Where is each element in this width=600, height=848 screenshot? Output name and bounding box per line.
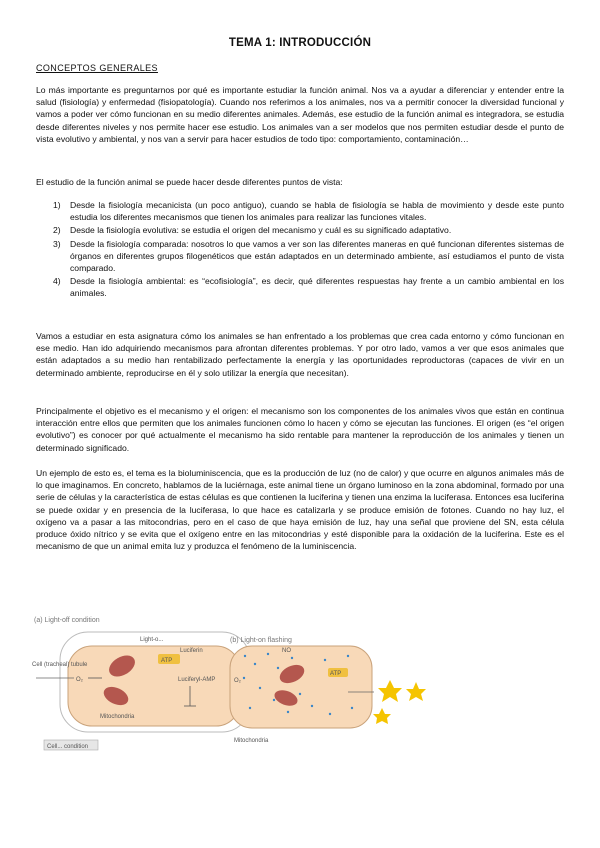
- panel-a-luciferin-label: Luciferin: [180, 648, 203, 654]
- paragraph-viewpoints-lead: El estudio de la función animal se puede hacer desde diferentes puntos de vista:: [36, 177, 343, 187]
- list-item: 4) Desde la fisiología ambiental: es “ecofisiología”, es decir, qué diferentes respuestas hay frente a un cambio ambiental en los animales.: [53, 276, 564, 299]
- panel-b-o2-label: O₂: [234, 678, 241, 684]
- panel-a-title: (a) Light-off condition: [34, 617, 100, 624]
- panel-b-mito-label: Mitochondria: [234, 738, 269, 744]
- panel-b-photocyte: [230, 646, 372, 728]
- panel-a-photocyte: [68, 646, 240, 726]
- paragraph-adaptation: Vamos a estudiar en esta asignatura cómo los animales se han enfrentado a los problemas que crea cada entorno y cómo funcionan en ese medio. Han ido adquiriendo mecanismos para afrontan diferentes problemas. Y por otro lado, vamos a ver que esos animales que están adaptados a su medio han rentabilizado perfectamente la energía y las oportunidades reproductoras (capaces de vivir en un determinado ambiente, reproducirse en él y solo utilizar la energía que necesitan).: [36, 331, 564, 378]
- list-item: 2) Desde la fisiología evolutiva: se estudia el origen del mecanismo y cuál es su significado adaptativo.: [53, 225, 452, 236]
- panel-a-caption: Cell... condition: [47, 744, 89, 750]
- panel-b-atp-label: ATP: [330, 671, 342, 677]
- bioluminescence-figure: [30, 608, 570, 768]
- panel-a-atp-label: ATP: [161, 658, 173, 664]
- paragraph-mechanism-origin: Principalmente el objetivo es el mecanismo y el origen: el mecanismo son los componentes de los animales vivos que están en continua interacción entre ellos que permiten que los animales funcionen cómo lo hacen y cómo se ejecutan las funciones. El origen (es “el origen evolutivo”) es conocer por qué actualmente el mecanismo ha sido rentable para mantener la reproducción de los animales y tienen un determinado significado.: [36, 406, 564, 453]
- viewpoints-list: [36, 199, 564, 301]
- paragraph-bioluminescence: Un ejemplo de esto es, el tema es la bioluminiscencia, que es la producción de luz (no de calor) y que ocurre en algunos animales más de lo que imaginamos. En concreto, hablamos de la luciérnaga, este animal tiene un órgano luminoso en la zona abdominal, formado por una serie de células y la característica de estas células es que contienen la luciferina y tienen una enzima la luciferasa. Entonces esa luciferina se puede oxidar y en presencia de la luciferasa, lo que hace es catalizarla y se produce emisión de fotones. Cuando no hay luz, el oxígeno va a pasar a las mitocondrias, pero en el caso de que haya emisión de luz, hay una señal que proviene del SN, esta célula produce óxido nítrico y se evita que el oxígeno entre en las mitocondrias y esté disponible para la oxidación de la luciferina. Este es el mecanismo de que un animal emita luz y produzca el fenómeno de la luminiscencia.: [36, 468, 564, 552]
- panel-a-cell-label: Light-o...: [140, 637, 164, 643]
- panel-b-no-label: NO: [282, 648, 291, 654]
- light-flash-icon: [373, 680, 426, 724]
- panel-a-tube-label: Cell (tracheal) tubule: [32, 662, 88, 668]
- panel-b-title: (b) Light-on flashing: [230, 637, 292, 644]
- page-title: TEMA 1: INTRODUCCIÓN: [228, 37, 372, 49]
- paragraph-intro: Lo más importante es preguntarnos por qué es importante estudiar la función animal. Nos va a ayudar a diferenciar y entender entre la salud (fisiología) y enfermedad (fisiopatología). Cuando nos referimos a los animales, nos va a permitir conocer la diversidad funcional y vamos a poder ver cómo funcionan en su medio diferentes animales. Además, ese estudio de la función animal es integradora, se estudia desde diferentes niveles y nos permite hacer ese estudio. Los animales van a ser modelos que nos permiten estudiar desde el punto de vista evolutivo y ambiental, y nos van a servir para hacer estudios de todo tipo: comportamiento, contaminación…: [36, 85, 564, 144]
- list-item: 3) Desde la fisiología comparada: nosotros lo que vamos a ver son las diferentes maneras en qué funcionan diferentes sistemas de órganos en diferentes grupos filogenéticos que están adaptados en un determinado ambiente, así estudiamos el punto de vista comparado.: [53, 238, 564, 274]
- list-item: 1) Desde la fisiología mecanicista (un poco antiguo), cuando se habla de fisiología se habla de movimiento y desde este punto estudia los diferentes mecanismos que tienen los animales para realizar las funciones vitales.: [53, 200, 564, 223]
- panel-a-o2-label: O₂: [76, 677, 83, 683]
- panel-a-luciferyl-label: Luciferyl-AMP: [178, 677, 216, 683]
- panel-a-mito-label: Mitochondria: [100, 714, 135, 720]
- section-heading: CONCEPTOS GENERALES: [36, 63, 158, 73]
